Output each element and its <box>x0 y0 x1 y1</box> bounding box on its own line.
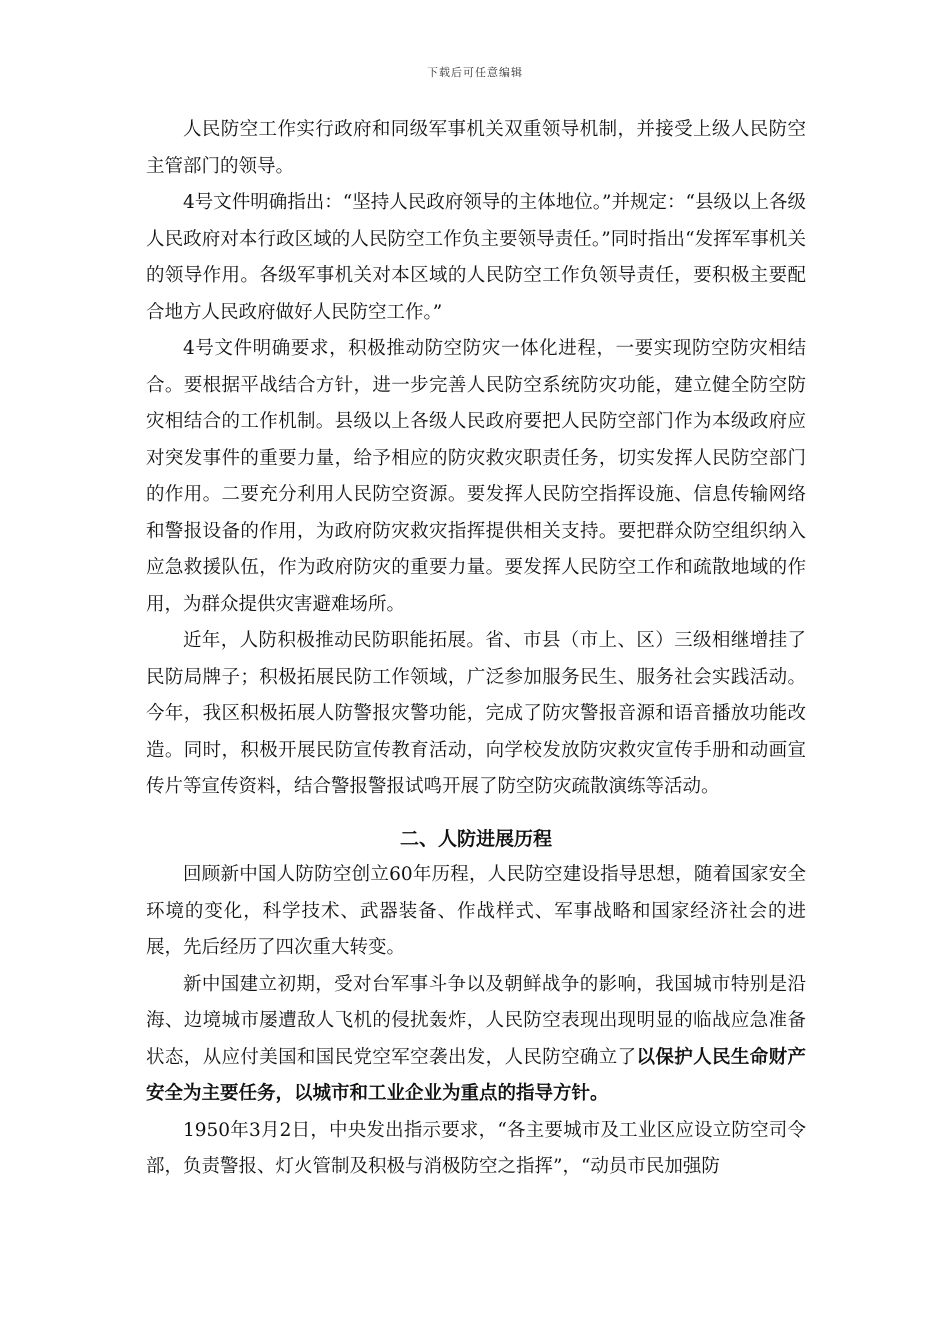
paragraph: 4号文件明确要求，积极推动防空防灾一体化进程，一要实现防空防灾相结合。要根据平战结合方针，进一步完善人民防空系统防灾功能，建立健全防空防灾相结合的工作机制。县级以上各级人民政府要把人民防空部门作为本级政府应对突发事件的重要力量，给予相应的防灾救灾职责任务，切实发挥人民防空部门的作用。二要充分利用人民防空资源。要发挥人民防空指挥设施、信息传输网络和警报设备的作用，为政府防灾救灾指挥提供相关支持。要把群众防空组织纳入应急救援队伍，作为政府防灾的重要力量。要发挥人民防空工作和疏散地域的作用，为群众提供灾害避难场所。 <box>146 338 806 615</box>
page-header: 下载后可任意编辑 <box>427 66 523 79</box>
document-body <box>146 112 806 1186</box>
paragraph-text: 新中国建立初期，受对台军事斗争以及朝鲜战争的影响，我国城市特别是沿海、边境城市屡遭敌人飞机的侵扰轰炸，人民防空表现出现明显的临战应急准备状态，从应付美国和国民党空军空袭出发，人民防空确立了 <box>146 973 806 1068</box>
paragraph: 近年，人防积极推动民防职能拓展。省、市县（市上、区）三级相继增挂了民防局牌子；积极拓展民防工作领域，广泛参加服务民生、服务社会实践活动。今年，我区积极拓展人防警报灾警功能，完成了防灾警报音源和语音播放功能改造。同时，积极开展民防宣传教育活动，向学校发放防灾救灾宣传手册和动画宣传片等宣传资料，结合警报警报试鸣开展了防空防灾疏散演练等活动。 <box>146 630 806 797</box>
paragraph: 1950年3月2日，中央发出指示要求，“各主要城市及工业区应设立防空司令部，负责警报、灯火管制及积极与消极防空之指挥”，“动员市民加强防 <box>146 1119 806 1177</box>
section-heading: 二、人防进展历程 <box>399 827 552 850</box>
paragraph: 回顾新中国人防防空创立60年历程，人民防空建设指导思想，随着国家安全环境的变化，科学技术、武器装备、作战样式、军事战略和国家经济社会的进展，先后经历了四次重大转变。 <box>146 864 806 958</box>
paragraph-with-emphasis <box>146 967 806 1113</box>
paragraph: 人民防空工作实行政府和同级军事机关双重领导机制，并接受上级人民防空主管部门的领导。 <box>146 119 806 177</box>
emphasized-text: 以保护人民生命财产安全为主要任务，以城市和工业企业为重点的指导方针。 <box>146 1046 806 1104</box>
paragraph: 4号文件明确指出：“坚持人民政府领导的主体地位。”并规定：“县级以上各级人民政府对本行政区域的人民防空工作负主要领导责任。”同时指出“发挥军事机关的领导作用。各级军事机关对本区域的人民防空工作负领导责任，要积极主要配合地方人民政府做好人民防空工作。” <box>146 192 806 323</box>
